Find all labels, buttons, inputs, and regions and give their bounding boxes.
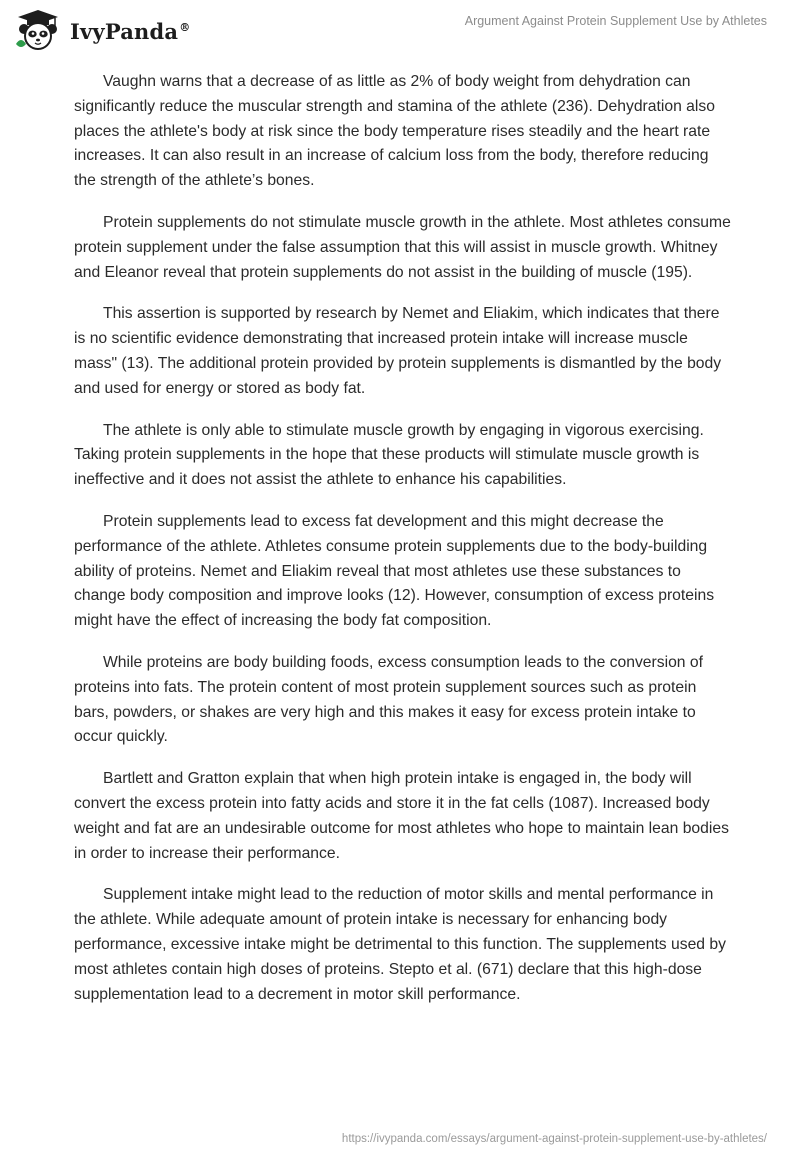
brand-name: IvyPanda®: [70, 18, 191, 44]
paragraph: Vaughn warns that a decrease of as little as 2% of body weight from dehydration can significantly reduce the muscular strength and stamina of the athlete (236). Dehydration also places the athlete's body at risk since the body temperature rises steadily and the heart rate increases. It can also result in an increase of calcium loss from the body, therefore reducing the strength of the athlete’s bones.: [74, 73, 715, 190]
paragraph: While proteins are body building foods, excess consumption leads to the conversion of proteins into fats. The protein content of most protein supplement sources such as protein bars, powders, or shakes are very high and this makes it easy for excess protein intake to occur quickly.: [74, 653, 703, 746]
paragraph: Protein supplements do not stimulate muscle growth in the athlete. Most athletes consume protein supplement under the false assumption that this will assist in muscle growth. Whitney and Eleanor reveal that protein supplements do not assist in the building of muscle (195).: [74, 213, 731, 281]
document-title: Argument Against Protein Supplement Use by Athletes: [464, 14, 767, 28]
paragraph: Supplement intake might lead to the reduction of motor skills and mental performance in the athlete. While adequate amount of protein intake is necessary for enhancing body performance, excessive intake might be detrimental to this function. The supplements used by most athletes contain high doses of proteins. Stepto et al. (671) declare that this high-dose supplementation lead to a decrement in motor skill performance.: [74, 886, 726, 1003]
registered-mark: ®: [179, 20, 191, 34]
paragraph: The athlete is only able to stimulate muscle growth by engaging in vigorous exercising. Taking protein supplements in the hope that these products will stimulate muscle growth is ineffective and it does not assist the athlete to enhance his capabilities.: [74, 421, 704, 489]
essay-body: [74, 70, 734, 1024]
panda-graduate-icon: [14, 8, 62, 52]
source-url[interactable]: https://ivypanda.com/essays/argument-against-protein-supplement-use-by-athletes/: [341, 1133, 767, 1145]
paragraph: Bartlett and Gratton explain that when high protein intake is engaged in, the body will convert the excess protein into fatty acids and store it in the fat cells (1087). Increased body weight and fat are an undesirable outcome for most athletes who hope to maintain lean bodies in order to increase their performance.: [74, 770, 729, 862]
paragraph: Protein supplements lead to excess fat development and this might decrease the performance of the athlete. Athletes consume protein supplements due to the body-building ability of proteins. Nemet and Eliakim reveal that most athletes use these substances to change body composition and improve looks (12). However, consumption of excess proteins might have the effect of increasing the body fat composition.: [74, 512, 715, 630]
paragraph: This assertion is supported by research by Nemet and Eliakim, which indicates that there is no scientific evidence demonstrating that increased protein intake will increase muscle mass" (13). The additional protein provided by protein supplements is dismantled by the body and used for energy or stored as body fat.: [74, 305, 722, 397]
page-header: [0, 0, 800, 60]
brand-logo[interactable]: [14, 8, 190, 52]
